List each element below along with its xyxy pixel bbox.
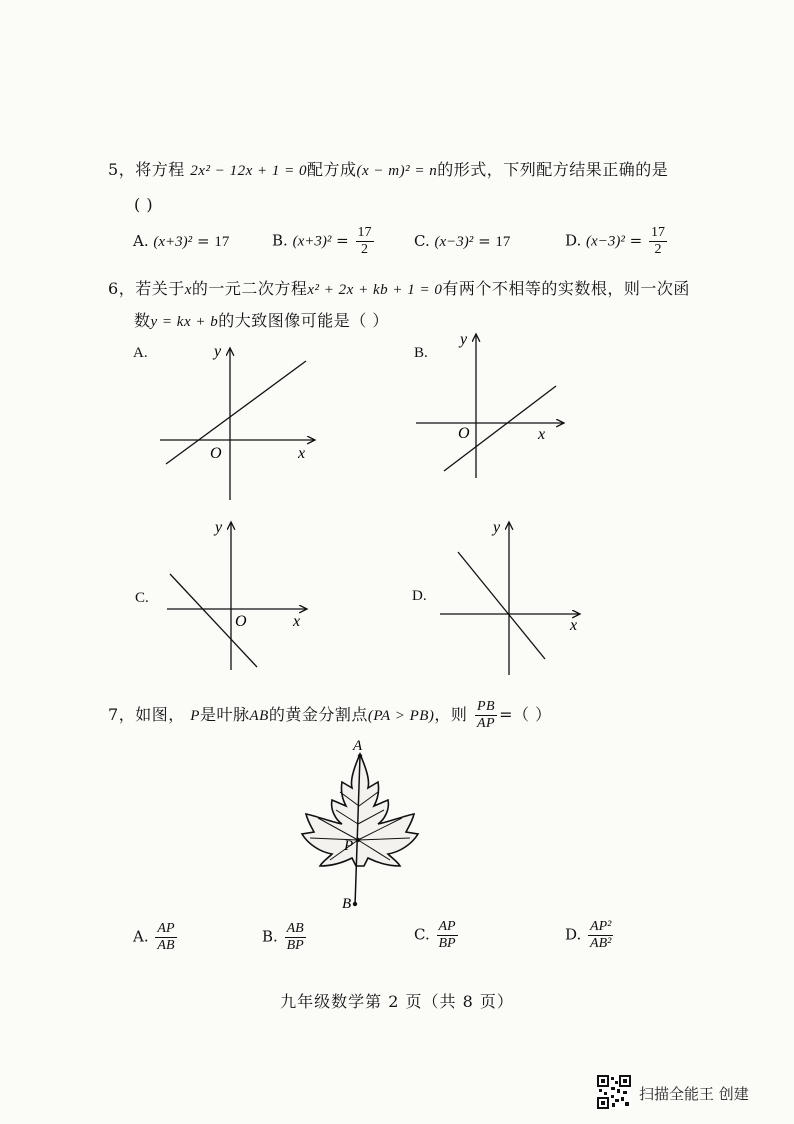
q6-equation: x² + 2x + kb + 1 = 0 (307, 282, 443, 298)
fraction-denominator: 2 (654, 242, 662, 257)
fraction-numerator: 17 (650, 225, 665, 240)
label-b: B (342, 896, 352, 912)
q5-stem-suffix: 的形式，下列配方结果正确的是 (437, 160, 669, 179)
option-eq: = (478, 232, 491, 250)
option-lhs: (x+3)² (292, 233, 332, 250)
q6-graph-d-label[interactable]: D. (412, 588, 427, 604)
q7-option-a[interactable] (133, 922, 179, 953)
q7-option-c[interactable] (414, 920, 460, 951)
fraction-numerator: AB (286, 921, 304, 936)
q5-answer-bracket: ( ) (134, 195, 154, 214)
scanner-watermark: 扫描全能王 创建 (639, 1085, 749, 1103)
option-letter: D. (565, 925, 582, 944)
q7-ratio (475, 700, 497, 731)
q5-option-c[interactable] (414, 232, 510, 251)
point-b (353, 902, 357, 906)
q5-stem (108, 157, 668, 180)
q7-condition: (PA > PB) (367, 708, 435, 724)
q7-stem-a: ，如图， (118, 705, 185, 724)
q6-graph-c-label[interactable]: C. (135, 590, 149, 606)
q7-number: 7 (108, 705, 119, 724)
fraction-numerator: AP (157, 921, 175, 936)
x-axis-label: x (298, 445, 306, 462)
origin-label: O (458, 425, 470, 442)
q7-option-b[interactable] (262, 922, 308, 953)
q6-stem-line2 (134, 308, 389, 331)
fraction-numerator: AP² (590, 919, 612, 934)
q7-option-d[interactable] (565, 920, 615, 951)
q7-stem-d: ，则 (434, 705, 468, 724)
option-eq: = (336, 231, 349, 250)
q6-function: y = kx + b (150, 314, 219, 330)
label-p: P (344, 838, 354, 854)
fraction-denominator: AB² (590, 936, 612, 951)
option-lhs: (x−3)² (586, 233, 625, 250)
function-line (166, 361, 306, 464)
q5-option-b[interactable] (272, 226, 376, 257)
q7-point-p: P (190, 708, 200, 724)
label-a: A (353, 738, 363, 754)
q5-stem-mid: 配方成 (306, 160, 357, 179)
fraction-denominator: BP (438, 936, 456, 951)
fraction-denominator: AP (477, 716, 496, 731)
q6-graph-b-label[interactable]: B. (414, 345, 428, 361)
q7-stem-c: 的黄金分割点 (268, 705, 368, 724)
q5-option-a[interactable] (133, 232, 229, 251)
q6-graph-c[interactable] (165, 518, 315, 673)
option-letter: A. (133, 927, 149, 946)
maple-leaf-figure (292, 736, 432, 912)
fraction-numerator: AP (438, 919, 456, 934)
point-a (358, 754, 362, 758)
q6-number: 6 (108, 279, 119, 298)
option-letter: C. (414, 232, 430, 250)
option-fraction (649, 226, 667, 257)
q6-stem-b1: 数 (134, 311, 151, 330)
q6-graph-d[interactable] (438, 518, 588, 678)
option-eq: = (196, 232, 210, 250)
qr-code-icon (597, 1075, 631, 1109)
q5-number: 5 (108, 160, 119, 179)
option-lhs: (x+3)² (153, 234, 193, 250)
option-letter: B. (262, 927, 278, 946)
fraction-numerator: 17 (357, 225, 372, 240)
q7-stem-b: 是叶脉 (199, 705, 250, 724)
q6-stem-b2: 的大致图像可能是（ ） (218, 311, 389, 330)
option-rhs: 17 (214, 234, 230, 250)
q5-equation: 2x² − 12x + 1 = 0 (190, 163, 307, 179)
option-letter: D. (565, 231, 582, 250)
option-lhs: (x−3)² (434, 234, 474, 250)
option-fraction (155, 922, 176, 953)
option-fraction (356, 226, 374, 257)
option-fraction (285, 922, 306, 953)
option-letter: C. (414, 925, 430, 944)
q6-graph-a-label[interactable]: A. (133, 345, 148, 361)
q7-stem (108, 700, 552, 731)
option-eq: = (629, 231, 643, 250)
option-rhs: 17 (495, 234, 511, 250)
fraction-numerator: PB (477, 699, 496, 714)
y-axis-label: y (493, 519, 501, 536)
q6-var-x: x (184, 282, 192, 298)
q7-stem-e: =（ ） (499, 705, 552, 724)
x-axis-label: x (293, 613, 301, 630)
q6-stem-line1 (108, 276, 690, 299)
option-fraction (588, 920, 613, 951)
function-line (458, 552, 545, 659)
fraction-denominator: AB (157, 938, 175, 953)
y-axis-label: y (215, 519, 223, 536)
q6-stem-a1: ，若关于 (118, 279, 185, 298)
origin-label: O (210, 445, 222, 462)
q6-stem-a3: 有两个不相等的实数根，则一次函 (442, 279, 690, 298)
fraction-denominator: BP (286, 938, 304, 953)
q6-graph-b[interactable] (414, 330, 574, 480)
q5-stem-prefix: ，将方程 (118, 160, 185, 179)
q5-target-form: (x − m)² = n (356, 163, 438, 179)
y-axis-label: y (460, 331, 468, 348)
q7-segment: AB (249, 708, 269, 724)
option-fraction (437, 920, 458, 951)
x-axis-label: x (570, 617, 578, 634)
option-letter: B. (272, 231, 288, 250)
q5-option-d[interactable] (565, 226, 669, 257)
option-letter: A. (133, 232, 149, 250)
point-p (356, 838, 360, 842)
x-axis-label: x (538, 426, 546, 443)
fraction-denominator: 2 (361, 242, 368, 257)
origin-label: O (235, 613, 247, 630)
y-axis-label: y (214, 343, 222, 360)
q6-stem-a2: 的一元二次方程 (191, 279, 308, 298)
q6-graph-a[interactable] (160, 340, 320, 505)
page-footer: 九年级数学第 2 页（共 8 页） (280, 992, 514, 1011)
